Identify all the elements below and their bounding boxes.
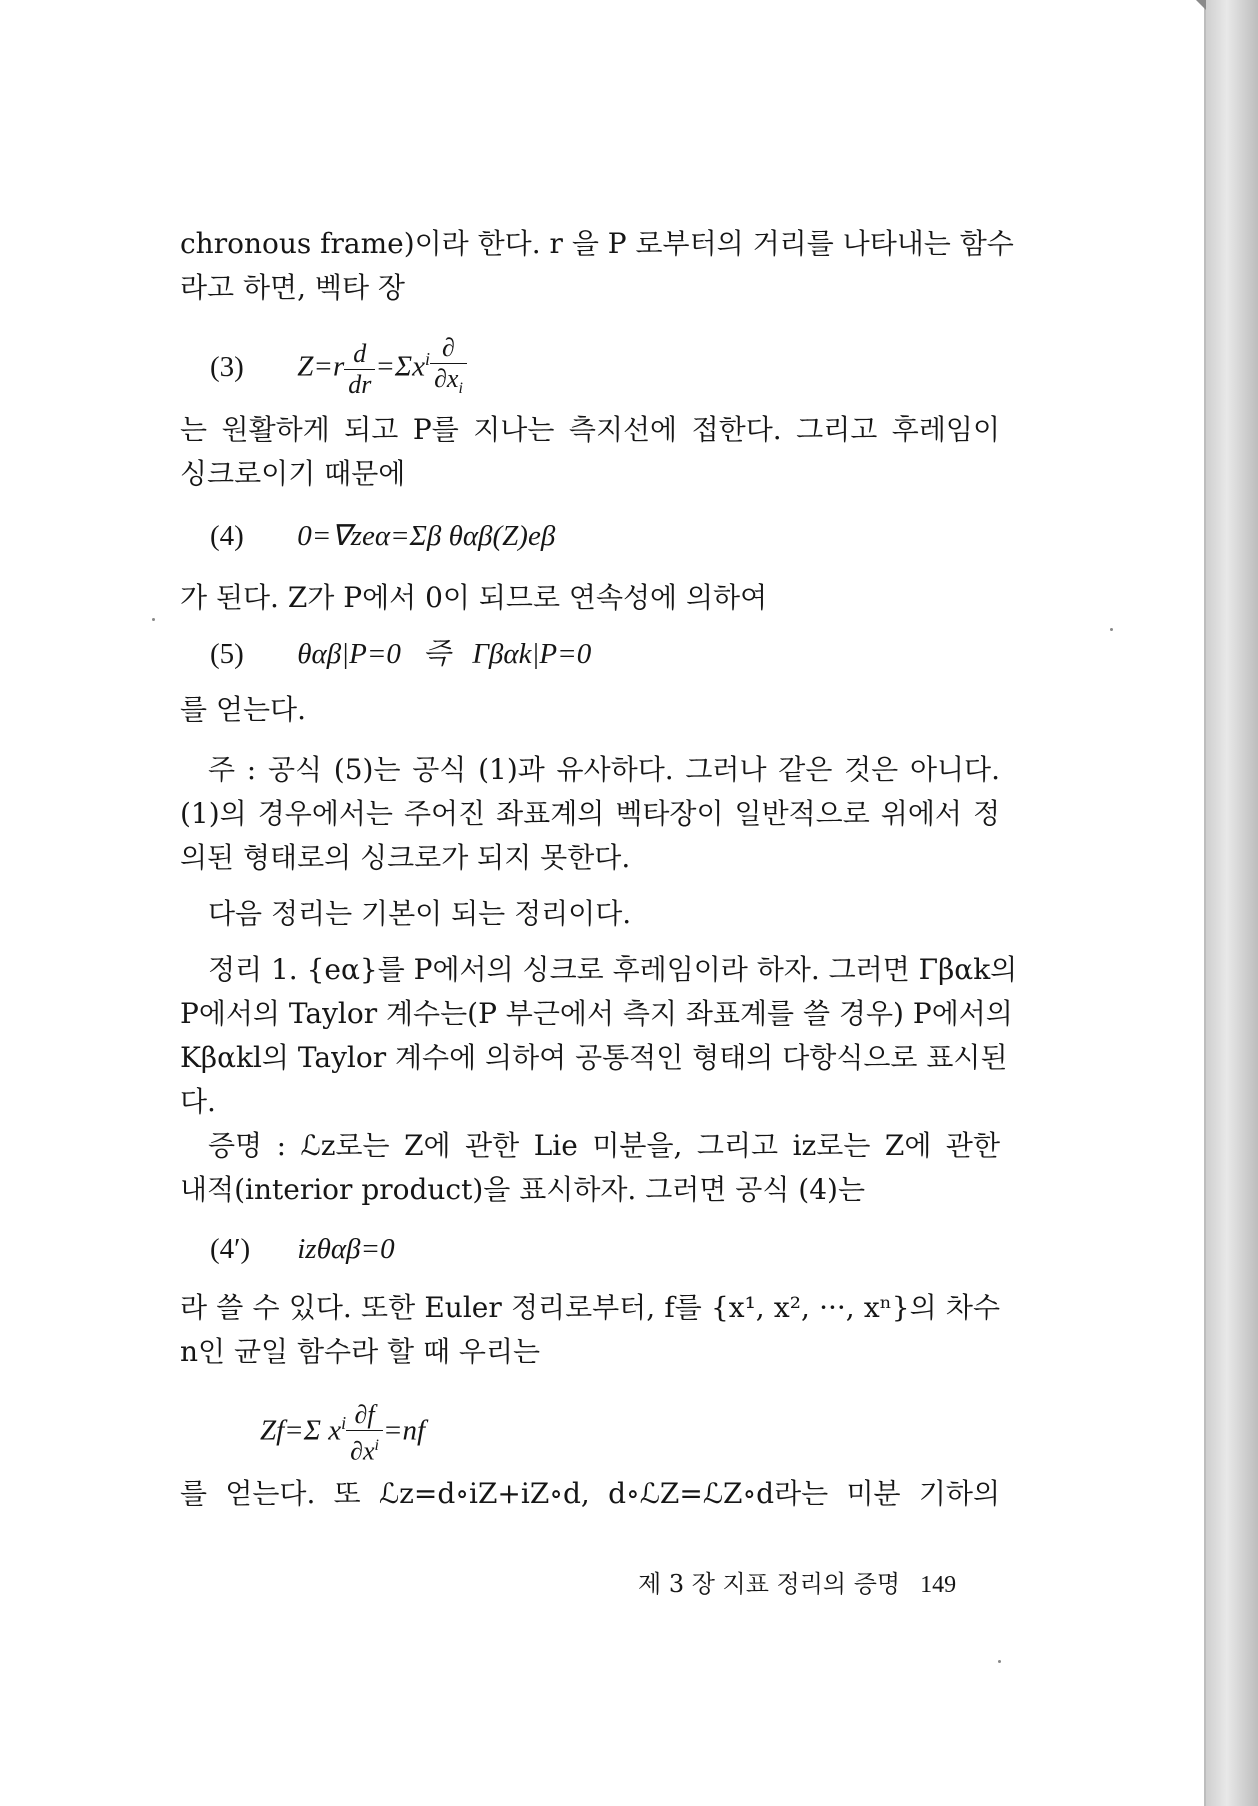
superscript: i <box>341 1413 347 1433</box>
fraction-denominator <box>430 364 467 404</box>
speck <box>998 1660 1001 1663</box>
equation-number: (5) <box>210 638 244 670</box>
note-line: 주 : 공식 (5)는 공식 (1)과 유사하다. 그러나 같은 것은 아니다. <box>208 753 1000 786</box>
equation-euler <box>260 1392 1000 1466</box>
text-line: 를 얻는다. <box>180 693 306 726</box>
denominator-text: ∂x <box>350 1436 375 1466</box>
equation-number: (4′) <box>210 1233 251 1265</box>
text-line: 라 쓸 수 있다. 또한 Euler 정리로부터, f를 {x¹, x², ···, xⁿ}의 차수 <box>180 1291 1000 1324</box>
text-line: (1)의 경우에서는 주어진 좌표계의 벡타장이 일반적으로 위에서 정 <box>180 797 1000 830</box>
speck <box>1110 628 1113 631</box>
math-text: Zf=Σ x <box>260 1414 342 1447</box>
fraction-numerator: ∂ <box>430 333 467 364</box>
math-text: θαβ|P=0 즉 Γβαk|P=0 <box>297 638 592 670</box>
text-line: chronous frame)이라 한다. r 을 P 로부터의 거리를 나타내는 함수 <box>180 227 1014 260</box>
math-text: Z=r <box>297 350 345 383</box>
fraction-denominator <box>346 1431 383 1467</box>
subscript: i <box>458 380 463 398</box>
text-line: 싱크로이기 때문에 <box>180 457 406 490</box>
equation-4 <box>210 510 1000 562</box>
math-text: 0=∇zeα=Σβ θαβ(Z)eβ <box>297 520 556 552</box>
equation-3 <box>210 330 1000 399</box>
text-line: 내적(interior product)을 표시하자. 그러면 공식 (4)는 <box>180 1173 865 1206</box>
text-line: 의된 형태로의 싱크로가 되지 못한다. <box>180 841 631 874</box>
fraction <box>430 333 467 404</box>
fraction-numerator: d <box>344 339 375 370</box>
equation-4-prime <box>210 1226 1000 1272</box>
fraction <box>344 339 375 400</box>
superscript: i <box>425 349 431 369</box>
page-number: 149 <box>920 1572 957 1598</box>
fraction <box>346 1400 383 1467</box>
text-line: 를 얻는다. 또 ℒz=d∘iZ+iZ∘d, d∘ℒZ=ℒZ∘d라는 미분 기하의 <box>180 1477 1000 1510</box>
text-line: 가 된다. Z가 P에서 0이 되므로 연속성에 의하여 <box>180 581 768 614</box>
page-footer <box>638 1564 956 1599</box>
equation-number: (4) <box>210 520 244 552</box>
superscript: i <box>374 1436 379 1454</box>
denominator-text: ∂x <box>434 364 459 394</box>
math-text: =nf <box>382 1414 426 1447</box>
math-text: izθαβ=0 <box>297 1233 395 1265</box>
text-line: P에서의 Taylor 계수는(P 부근에서 측지 좌표계를 쓸 경우) P에서의 <box>180 997 1013 1030</box>
page-body <box>180 222 1018 1516</box>
text-line: n인 균일 함수라 할 때 우리는 <box>180 1335 541 1368</box>
book-spine <box>1206 0 1258 1806</box>
theorem-line: 정리 1. {eα}를 P에서의 싱크로 후레임이라 하자. 그러면 Γβαk의 <box>208 953 1018 986</box>
text-line: 다음 정리는 기본이 되는 정리이다. <box>208 897 632 930</box>
text-line: 다. <box>180 1085 216 1118</box>
chapter-title: 제 3 장 지표 정리의 증명 <box>638 1570 901 1598</box>
fraction-numerator: ∂f <box>346 1400 383 1431</box>
equation-number: (3) <box>210 350 244 383</box>
math-text: =Σx <box>375 350 426 383</box>
proof-line: 증명 : ℒz로는 Z에 관한 Lie 미분을, 그리고 iz로는 Z에 관한 <box>208 1129 1000 1162</box>
text-line: 는 원활하게 되고 P를 지나는 측지선에 접한다. 그리고 후레임이 <box>180 413 1000 446</box>
speck <box>152 618 155 621</box>
text-line: Kβαkl의 Taylor 계수에 의하여 공통적인 형태의 다항식으로 표시된 <box>180 1041 1008 1074</box>
text-line: 라고 하면, 벡타 장 <box>180 271 405 304</box>
fraction-denominator: dr <box>348 369 372 399</box>
equation-5 <box>210 632 1000 676</box>
